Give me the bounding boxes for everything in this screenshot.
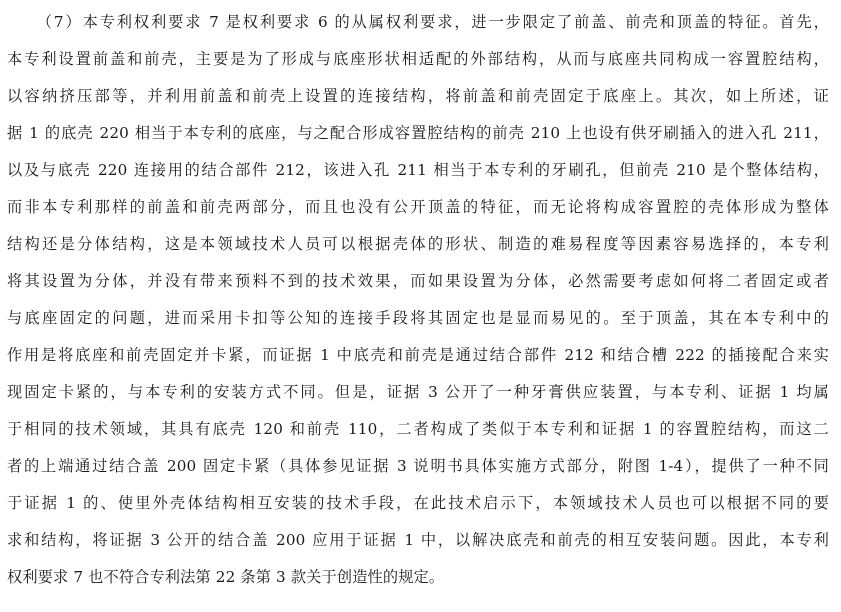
paragraph-line: 而非本专利那样的前盖和前壳两部分，而且也没有公开顶盖的特征，而无论将构成容置腔的壳体形成为整体 [7,198,829,216]
paragraph-line: 将其设置为分体，并没有带来预料不到的技术效果，而如果设置为分体，必然需要考虑如何将二者固定或者 [7,272,829,290]
paragraph-line [7,11,829,33]
paragraph-line: 于相同的技术领域，其具有底壳 120 和前壳 110，二者构成了类似于本专利和证据 1 的容置腔结构，而这二 [7,420,829,438]
paragraph-line: 结构还是分体结构，这是本领域技术人员可以根据壳体的形状、制造的难易程度等因素容易选择的，本专利 [7,235,829,253]
paragraph-line: 于证据 1 的、使里外壳体结构相互安装的技术手段，在此技术启示下，本领域技术人员也可以根据不同的要 [7,494,829,512]
paragraph-line: 求和结构，将证据 3 公开的结合盖 200 应用于证据 1 中，以解决底壳和前壳的相互安装问题。因此，本专利 [7,531,829,549]
paragraph-line: 者的上端通过结合盖 200 固定卡紧（具体参见证据 3 说明书具体实施方式部分，附图 1-4），提供了一种不同 [7,457,829,475]
paragraph-line: 与底座固定的问题，进而采用卡扣等公知的连接手段将其固定也是显而易见的。至于顶盖，其在本专利中的 [7,309,829,327]
paragraph-line: 据 1 的底壳 220 相当于本专利的底座，与之配合形成容置腔结构的前壳 210 上也设有供牙刷插入的进入孔 211， [7,124,829,142]
paragraph-line-text: （7）本专利权利要求 7 是权利要求 6 的从属权利要求，进一步限定了前盖、前壳和顶盖的特征。首先， [35,13,829,31]
paragraph-line: 本专利设置前盖和前壳，主要是为了形成与底座形状相适配的外部结构，从而与底座共同构成一容置腔结构， [7,50,829,68]
paragraph-line: 现固定卡紧的，与本专利的安装方式不同。但是，证据 3 公开了一种牙膏供应装置，与本专利、证据 1 均属 [7,383,829,401]
paragraph-line: 以容纳挤压部等，并利用前盖和前壳上设置的连接结构，将前盖和前壳固定于底座上。其次，如上所述，证 [7,87,829,105]
paragraph-line: 作用是将底座和前壳固定并卡紧，而证据 1 中底壳和前壳是通过结合部件 212 和结合槽 222 的插接配合来实 [7,346,829,364]
paragraph-line-last: 权利要求 7 也不符合专利法第 22 条第 3 款关于创造性的规定。 [7,568,445,586]
paragraph-line: 以及与底壳 220 连接用的结合部件 212，该进入孔 211 相当于本专利的牙刷孔，但前壳 210 是个整体结构， [7,161,829,179]
